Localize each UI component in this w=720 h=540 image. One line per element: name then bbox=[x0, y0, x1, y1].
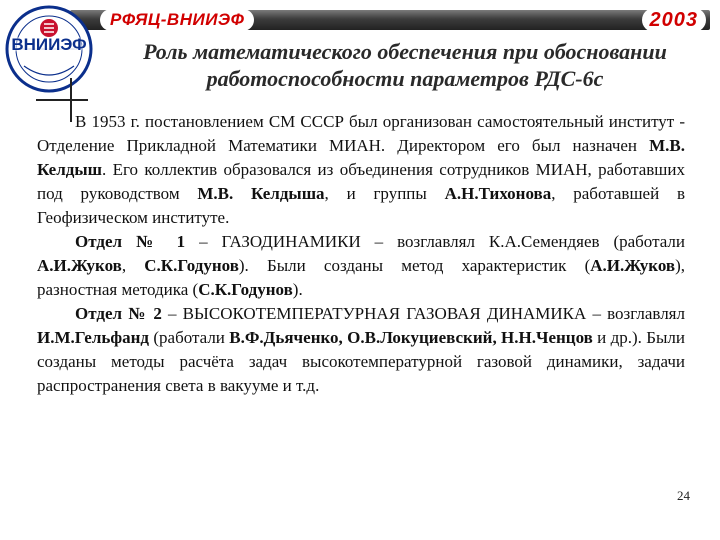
text-run: , работавшей в Геофизическом институте. bbox=[37, 184, 685, 227]
year-badge: 2003 bbox=[642, 8, 707, 32]
dept-2-label: Отдел № 2 bbox=[75, 304, 162, 323]
text-run: – ВЫСОКОТЕМПЕРАТУРНАЯ ГАЗОВАЯ ДИНАМИКА – возглавлял bbox=[161, 304, 685, 323]
name-keldysh: М.В. Келдыш bbox=[37, 136, 685, 179]
title-line-2: работоспособности параметров РДС-6с bbox=[206, 66, 604, 91]
text-run: В 1953 г. постановлением СМ СССР был организован самостоятельный институт - Отделение Прикладной Математики МИАН. Директором его был назначен bbox=[37, 112, 685, 155]
cross-rule-horizontal bbox=[36, 99, 88, 101]
dept-1-label: Отдел № 1 bbox=[75, 232, 186, 251]
text-run: ). bbox=[292, 280, 303, 299]
text-run: (работали bbox=[149, 328, 230, 347]
name-gelfand: И.М.Гельфанд bbox=[37, 328, 150, 347]
name-tikhonov: А.Н.Тихонова bbox=[444, 184, 552, 203]
slide-body bbox=[37, 110, 685, 398]
page-number: 24 bbox=[677, 488, 690, 503]
text-run: ). Были созданы метод характеристик ( bbox=[238, 256, 591, 275]
names-dyachenko-group: В.Ф.Дьяченко, О.В.Локуциевский, Н.Н.Ченцов bbox=[229, 328, 593, 347]
logo-text: ВНИИЭФ bbox=[11, 35, 87, 54]
name-godunov-2: С.К.Годунов bbox=[198, 280, 293, 299]
paragraph-2 bbox=[37, 230, 685, 302]
title-line-1: Роль математического обеспечения при обосновании bbox=[143, 39, 667, 64]
page-title bbox=[100, 38, 710, 92]
paragraph-3 bbox=[37, 302, 685, 398]
paragraph-1 bbox=[37, 110, 685, 230]
text-run: , bbox=[121, 256, 145, 275]
name-zhukov-2: А.И.Жуков bbox=[590, 256, 676, 275]
org-name: РФЯЦ-ВНИИЭФ bbox=[100, 9, 254, 31]
name-keldysh-genitive: М.В. Келдыша bbox=[197, 184, 325, 203]
text-run: . Его коллектив образовался из объединения сотрудников МИАН, работавших под руководством bbox=[37, 160, 685, 203]
text-run: и др.). Были созданы методы расчёта задач высокотемпературной газовой динамики, задачи распространения света в вакууме и т.д. bbox=[37, 328, 685, 395]
name-godunov: С.К.Годунов bbox=[144, 256, 239, 275]
text-run: – ГАЗОДИНАМИКИ – возглавлял К.А.Семендяев (работали bbox=[185, 232, 685, 251]
text-run: ), разностная методика ( bbox=[37, 256, 686, 299]
name-zhukov: А.И.Жуков bbox=[37, 256, 122, 275]
text-run: , и группы bbox=[324, 184, 445, 203]
